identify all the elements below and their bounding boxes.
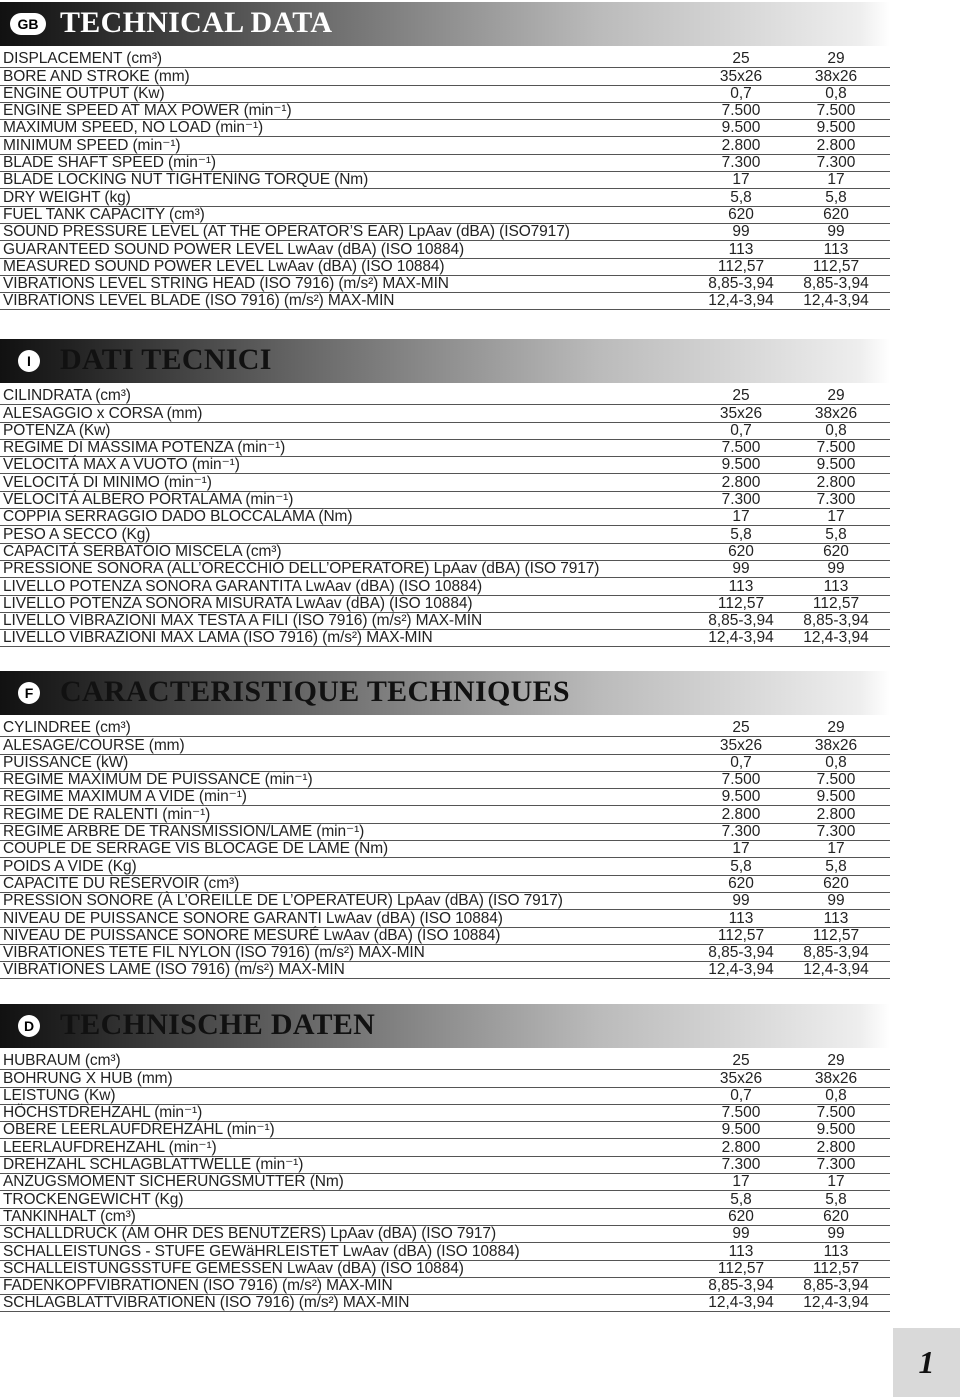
table-row (0, 526, 890, 543)
value-25cc: 25 (732, 387, 750, 405)
value-29cc: 8,85-3,94 (803, 944, 869, 962)
section-header (0, 339, 890, 383)
spec-label: PESO A SECCO (Kg) (3, 525, 151, 543)
value-29cc: 29 (827, 1052, 845, 1070)
section-gb (0, 2, 960, 310)
value-29cc: 2.800 (816, 1138, 856, 1156)
value-25cc: 17 (732, 1173, 750, 1191)
section-title: CARACTERISTIQUE TECHNIQUES (60, 675, 570, 708)
table-row (0, 86, 890, 103)
spec-label: SCHALLEISTUNGSSTUFE GEMESSEN LwAav (dBA) (ISO 10884) (3, 1259, 464, 1277)
value-29cc: 5,8 (825, 188, 847, 206)
table-row (0, 772, 890, 789)
table-row (0, 578, 890, 595)
value-25cc: 620 (728, 1207, 754, 1225)
section-header (0, 2, 890, 46)
table-row (0, 1088, 890, 1105)
value-25cc: 12,4-3,94 (708, 961, 774, 979)
value-25cc: 99 (732, 223, 750, 241)
value-25cc: 12,4-3,94 (708, 1294, 774, 1312)
table-row (0, 474, 890, 491)
value-25cc: 35x26 (719, 404, 763, 422)
language-badge: F (18, 682, 40, 704)
value-29cc: 7.300 (816, 1156, 856, 1174)
spec-label: SCHALLDRUCK (AM OHR DES BENUTZERS) LpAav (dBA) (ISO 7917) (3, 1225, 497, 1243)
table-row (0, 1191, 890, 1208)
value-25cc: 7.300 (721, 1156, 761, 1174)
table-row (0, 68, 890, 85)
value-25cc: 7.300 (721, 823, 761, 841)
table-row (0, 945, 890, 962)
spec-label: PRESSIONE SONORA (ALL’ORECCHIO DELL’OPERATORE) LpAav (dBA) (ISO 7917) (3, 560, 600, 578)
value-25cc: 17 (732, 508, 750, 526)
table-row (0, 789, 890, 806)
spec-label: NIVEAU DE PUISSANCE SONORE MESURÉ LwAav (dBA) (ISO 10884) (3, 926, 501, 944)
spec-label: HUBRAUM (cm³) (3, 1052, 121, 1070)
value-29cc: 7.300 (816, 154, 856, 172)
value-29cc: 29 (827, 719, 845, 737)
spec-label: CYLINDREE (cm³) (3, 719, 131, 737)
spec-label: VELOCITÁ MAX A VUOTO (min⁻¹) (3, 456, 240, 474)
value-29cc: 7.500 (816, 102, 856, 120)
table-row (0, 189, 890, 206)
spec-label: CAPACITÁ SERBATOIO MISCELA (cm³) (3, 542, 282, 560)
value-29cc: 9.500 (816, 788, 856, 806)
value-29cc: 29 (827, 387, 845, 405)
spec-label: LIVELLO VIBRAZIONI MAX LAMA (ISO 7916) (m/s²) MAX-MIN (3, 629, 433, 647)
spec-label: REGIME MAXIMUM A VIDE (min⁻¹) (3, 788, 247, 806)
spec-label: CAPACITE DU RESERVOIR (cm³) (3, 874, 240, 892)
value-29cc: 8,85-3,94 (803, 1277, 869, 1295)
section-d (0, 1004, 960, 1312)
spec-label: BLADE SHAFT SPEED (min⁻¹) (3, 154, 216, 172)
spec-label: MINIMUM SPEED (min⁻¹) (3, 136, 181, 154)
language-badge: I (18, 350, 40, 372)
value-29cc: 7.500 (816, 439, 856, 457)
spec-label: REGIME DE RALENTI (min⁻¹) (3, 805, 211, 823)
table-row (0, 1226, 890, 1243)
value-25cc: 113 (728, 1242, 754, 1260)
value-29cc: 7.300 (816, 823, 856, 841)
spec-table (0, 720, 960, 979)
spec-table (0, 1053, 960, 1312)
value-29cc: 620 (823, 542, 849, 560)
table-row (0, 613, 890, 630)
section-header (0, 1004, 890, 1048)
value-25cc: 7.500 (721, 102, 761, 120)
table-row (0, 893, 890, 910)
value-25cc: 2.800 (721, 136, 761, 154)
value-29cc: 0,8 (825, 1086, 847, 1104)
value-25cc: 99 (732, 560, 750, 578)
value-29cc: 99 (827, 560, 845, 578)
value-29cc: 7.500 (816, 771, 856, 789)
spec-label: BORE AND STROKE (mm) (3, 67, 190, 85)
spec-label: COUPLE DE SERRAGE VIS BLOCAGE DE LAME (Nm) (3, 840, 389, 858)
value-25cc: 620 (728, 205, 754, 223)
table-row (0, 755, 890, 772)
value-25cc: 25 (732, 719, 750, 737)
table-row (0, 962, 890, 979)
value-29cc: 17 (827, 840, 845, 858)
spec-label: DISPLACEMENT (cm³) (3, 50, 162, 68)
value-25cc: 620 (728, 874, 754, 892)
value-29cc: 12,4-3,94 (803, 292, 869, 310)
table-row (0, 241, 890, 258)
table-row (0, 51, 890, 68)
value-25cc: 12,4-3,94 (708, 292, 774, 310)
spec-label: GUARANTEED SOUND POWER LEVEL LwAav (dBA) (ISO 10884) (3, 240, 465, 258)
value-25cc: 9.500 (721, 788, 761, 806)
value-25cc: 9.500 (721, 456, 761, 474)
value-29cc: 2.800 (816, 473, 856, 491)
table-row (0, 1122, 890, 1139)
table-row (0, 388, 890, 405)
table-row (0, 1070, 890, 1087)
spec-label: TANKINHALT (cm³) (3, 1207, 136, 1225)
table-row (0, 276, 890, 293)
table-row (0, 172, 890, 189)
table-row (0, 630, 890, 647)
value-25cc: 2.800 (721, 1138, 761, 1156)
value-25cc: 9.500 (721, 119, 761, 137)
spec-label: CILINDRATA (cm³) (3, 387, 131, 405)
value-25cc: 2.800 (721, 473, 761, 491)
spec-label: BLADE LOCKING NUT TIGHTENING TORQUE (Nm) (3, 171, 369, 189)
spec-label: LIVELLO POTENZA SONORA MISURATA LwAav (dBA) (ISO 10884) (3, 594, 473, 612)
table-row (0, 259, 890, 276)
value-29cc: 99 (827, 223, 845, 241)
table-row (0, 858, 890, 875)
value-25cc: 112,57 (717, 1259, 765, 1277)
spec-label: TROCKENGEWICHT (Kg) (3, 1190, 184, 1208)
value-25cc: 113 (728, 909, 754, 927)
value-25cc: 0,7 (730, 84, 752, 102)
value-25cc: 8,85-3,94 (708, 1277, 774, 1295)
value-25cc: 113 (728, 577, 754, 595)
value-29cc: 5,8 (825, 857, 847, 875)
spec-label: REGIME MAXIMUM DE PUISSANCE (min⁻¹) (3, 771, 313, 789)
value-25cc: 35x26 (719, 736, 763, 754)
table-row (0, 910, 890, 927)
value-25cc: 12,4-3,94 (708, 629, 774, 647)
value-29cc: 5,8 (825, 525, 847, 543)
table-row (0, 1278, 890, 1295)
value-25cc: 113 (728, 240, 754, 258)
spec-label: FADENKOPFVIBRATIONEN (ISO 7916) (m/s²) MAX-MIN (3, 1277, 393, 1295)
spec-label: BOHRUNG X HUB (mm) (3, 1069, 173, 1087)
value-29cc: 38x26 (814, 1069, 858, 1087)
section-header (0, 671, 890, 715)
table-row (0, 596, 890, 613)
value-29cc: 12,4-3,94 (803, 629, 869, 647)
value-29cc: 0,8 (825, 84, 847, 102)
table-row (0, 1139, 890, 1156)
section-title: TECHNISCHE DATEN (60, 1008, 376, 1041)
value-25cc: 7.300 (721, 154, 761, 172)
spec-label: OBERE LEERLAUFDREHZAHL (min⁻¹) (3, 1121, 275, 1139)
value-29cc: 12,4-3,94 (803, 961, 869, 979)
value-25cc: 25 (732, 50, 750, 68)
value-29cc: 9.500 (816, 1121, 856, 1139)
value-25cc: 112,57 (717, 594, 765, 612)
value-25cc: 5,8 (730, 857, 752, 875)
value-25cc: 0,7 (730, 1086, 752, 1104)
table-row (0, 1295, 890, 1312)
value-25cc: 8,85-3,94 (708, 944, 774, 962)
spec-label: LIVELLO POTENZA SONORA GARANTITA LwAav (dBA) (ISO 10884) (3, 577, 483, 595)
value-29cc: 7.300 (816, 491, 856, 509)
spec-label: VELOCITÁ DI MINIMO (min⁻¹) (3, 473, 212, 491)
table-row (0, 737, 890, 754)
spec-label: MEASURED SOUND POWER LEVEL LwAav (dBA) (ISO 10884) (3, 257, 445, 275)
spec-label: VIBRATIONS LEVEL BLADE (ISO 7916) (m/s²) MAX-MIN (3, 292, 395, 310)
value-29cc: 38x26 (814, 404, 858, 422)
language-badge: GB (10, 13, 46, 35)
spec-label: SCHALLEISTUNGS - STUFE GEWäHRLEISTET LwAav (dBA) (ISO 10884) (3, 1242, 520, 1260)
value-25cc: 99 (732, 1225, 750, 1243)
value-25cc: 25 (732, 1052, 750, 1070)
section-i (0, 339, 960, 647)
value-29cc: 17 (827, 508, 845, 526)
value-25cc: 5,8 (730, 525, 752, 543)
value-29cc: 0,8 (825, 753, 847, 771)
value-29cc: 2.800 (816, 805, 856, 823)
spec-label: MAXIMUM SPEED, NO LOAD (min⁻¹) (3, 119, 264, 137)
table-row (0, 824, 890, 841)
spec-label: LEERLAUFDREHZAHL (min⁻¹) (3, 1138, 217, 1156)
table-row (0, 207, 890, 224)
spec-label: POIDS A VIDE (Kg) (3, 857, 137, 875)
value-25cc: 0,7 (730, 753, 752, 771)
value-29cc: 112,57 (812, 257, 860, 275)
value-25cc: 99 (732, 892, 750, 910)
spec-label: SOUND PRESSURE LEVEL (AT THE OPERATOR’S EAR) LpAav (dBA) (ISO7917) (3, 223, 570, 241)
table-row (0, 1261, 890, 1278)
value-29cc: 8,85-3,94 (803, 612, 869, 630)
value-25cc: 2.800 (721, 805, 761, 823)
value-29cc: 112,57 (812, 926, 860, 944)
value-25cc: 17 (732, 840, 750, 858)
table-row (0, 120, 890, 137)
spec-label: PUISSANCE (kW) (3, 753, 129, 771)
value-25cc: 5,8 (730, 188, 752, 206)
table-row (0, 1209, 890, 1226)
value-29cc: 113 (823, 240, 849, 258)
table-row (0, 492, 890, 509)
spec-label: NIVEAU DE PUISSANCE SONORE GARANTI LwAav (dBA) (ISO 10884) (3, 909, 503, 927)
value-29cc: 99 (827, 1225, 845, 1243)
value-29cc: 17 (827, 171, 845, 189)
value-25cc: 9.500 (721, 1121, 761, 1139)
table-row (0, 293, 890, 310)
value-25cc: 112,57 (717, 257, 765, 275)
table-row (0, 440, 890, 457)
table-row (0, 1243, 890, 1260)
value-25cc: 0,7 (730, 421, 752, 439)
spec-label: SCHLAGBLATTVIBRATIONEN (ISO 7916) (m/s²) MAX-MIN (3, 1294, 410, 1312)
value-25cc: 5,8 (730, 1190, 752, 1208)
value-29cc: 9.500 (816, 119, 856, 137)
table-row (0, 806, 890, 823)
value-25cc: 17 (732, 171, 750, 189)
spec-label: HÖCHSTDREHZAHL (min⁻¹) (3, 1104, 203, 1122)
spec-label: DRY WEIGHT (kg) (3, 188, 131, 206)
value-25cc: 7.500 (721, 439, 761, 457)
value-29cc: 113 (823, 909, 849, 927)
spec-label: POTENZA (Kw) (3, 421, 111, 439)
page-number: 1 (893, 1328, 960, 1397)
value-29cc: 38x26 (814, 67, 858, 85)
spec-label: PRESSION SONORE (À L’OREILLE DE L’OPERATEUR) LpAav (dBA) (ISO 7917) (3, 892, 563, 910)
section-f (0, 671, 960, 979)
value-25cc: 112,57 (717, 926, 765, 944)
spec-label: LEISTUNG (Kw) (3, 1086, 116, 1104)
value-29cc: 5,8 (825, 1190, 847, 1208)
value-29cc: 112,57 (812, 594, 860, 612)
value-29cc: 113 (823, 577, 849, 595)
spec-label: LIVELLO VIBRAZIONI MAX TESTA A FILI (ISO 7916) (m/s²) MAX-MIN (3, 612, 483, 630)
table-row (0, 457, 890, 474)
value-29cc: 620 (823, 205, 849, 223)
spec-label: VELOCITÁ ALBERO PORTALAMA (min⁻¹) (3, 491, 294, 509)
table-row (0, 509, 890, 526)
spec-label: DREHZAHL SCHLAGBLATTWELLE (min⁻¹) (3, 1156, 304, 1174)
spec-label: ALESAGE/COURSE (mm) (3, 736, 185, 754)
value-25cc: 7.300 (721, 491, 761, 509)
value-29cc: 99 (827, 892, 845, 910)
spec-label: ENGINE OUTPUT (Kw) (3, 84, 165, 102)
table-row (0, 137, 890, 154)
table-row (0, 1174, 890, 1191)
value-29cc: 12,4-3,94 (803, 1294, 869, 1312)
value-29cc: 8,85-3,94 (803, 275, 869, 293)
table-row (0, 1157, 890, 1174)
value-29cc: 620 (823, 1207, 849, 1225)
value-29cc: 38x26 (814, 736, 858, 754)
table-row (0, 720, 890, 737)
section-title: DATI TECNICI (60, 343, 272, 376)
value-29cc: 620 (823, 874, 849, 892)
spec-label: ENGINE SPEED AT MAX POWER (min⁻¹) (3, 102, 292, 120)
table-row (0, 561, 890, 578)
value-25cc: 7.500 (721, 1104, 761, 1122)
value-29cc: 112,57 (812, 1259, 860, 1277)
value-25cc: 8,85-3,94 (708, 275, 774, 293)
value-29cc: 29 (827, 50, 845, 68)
spec-table (0, 388, 960, 647)
spec-label: VIBRATIONS LEVEL STRING HEAD (ISO 7916) (m/s²) MAX-MIN (3, 275, 449, 293)
table-row (0, 1053, 890, 1070)
value-25cc: 7.500 (721, 771, 761, 789)
spec-label: VIBRATIONES TETE FIL NYLON (ISO 7916) (m/s²) MAX-MIN (3, 944, 425, 962)
value-25cc: 35x26 (719, 67, 763, 85)
spec-label: VIBRATIONES LAME (ISO 7916) (m/s²) MAX-MIN (3, 961, 345, 979)
table-row (0, 928, 890, 945)
value-29cc: 113 (823, 1242, 849, 1260)
value-29cc: 17 (827, 1173, 845, 1191)
section-title: TECHNICAL DATA (60, 6, 333, 39)
table-row (0, 405, 890, 422)
value-25cc: 8,85-3,94 (708, 612, 774, 630)
table-row (0, 155, 890, 172)
value-29cc: 9.500 (816, 456, 856, 474)
spec-label: FUEL TANK CAPACITY (cm³) (3, 205, 205, 223)
table-row (0, 103, 890, 120)
spec-label: COPPIA SERRAGGIO DADO BLOCCALAMA (Nm) (3, 508, 353, 526)
spec-label: REGIME DI MASSIMA POTENZA (min⁻¹) (3, 439, 286, 457)
table-row (0, 544, 890, 561)
spec-table (0, 51, 960, 310)
table-row (0, 841, 890, 858)
table-row (0, 423, 890, 440)
value-29cc: 0,8 (825, 421, 847, 439)
language-badge: D (18, 1015, 40, 1037)
spec-label: REGIME ARBRE DE TRANSMISSION/LAME (min⁻¹) (3, 823, 365, 841)
value-29cc: 2.800 (816, 136, 856, 154)
table-row (0, 224, 890, 241)
value-25cc: 620 (728, 542, 754, 560)
table-row (0, 1105, 890, 1122)
value-25cc: 35x26 (719, 1069, 763, 1087)
spec-label: ALESAGGIO x CORSA (mm) (3, 404, 203, 422)
value-29cc: 7.500 (816, 1104, 856, 1122)
table-row (0, 876, 890, 893)
spec-label: ANZUGSMOMENT SICHERUNGSMUTTER (Nm) (3, 1173, 344, 1191)
